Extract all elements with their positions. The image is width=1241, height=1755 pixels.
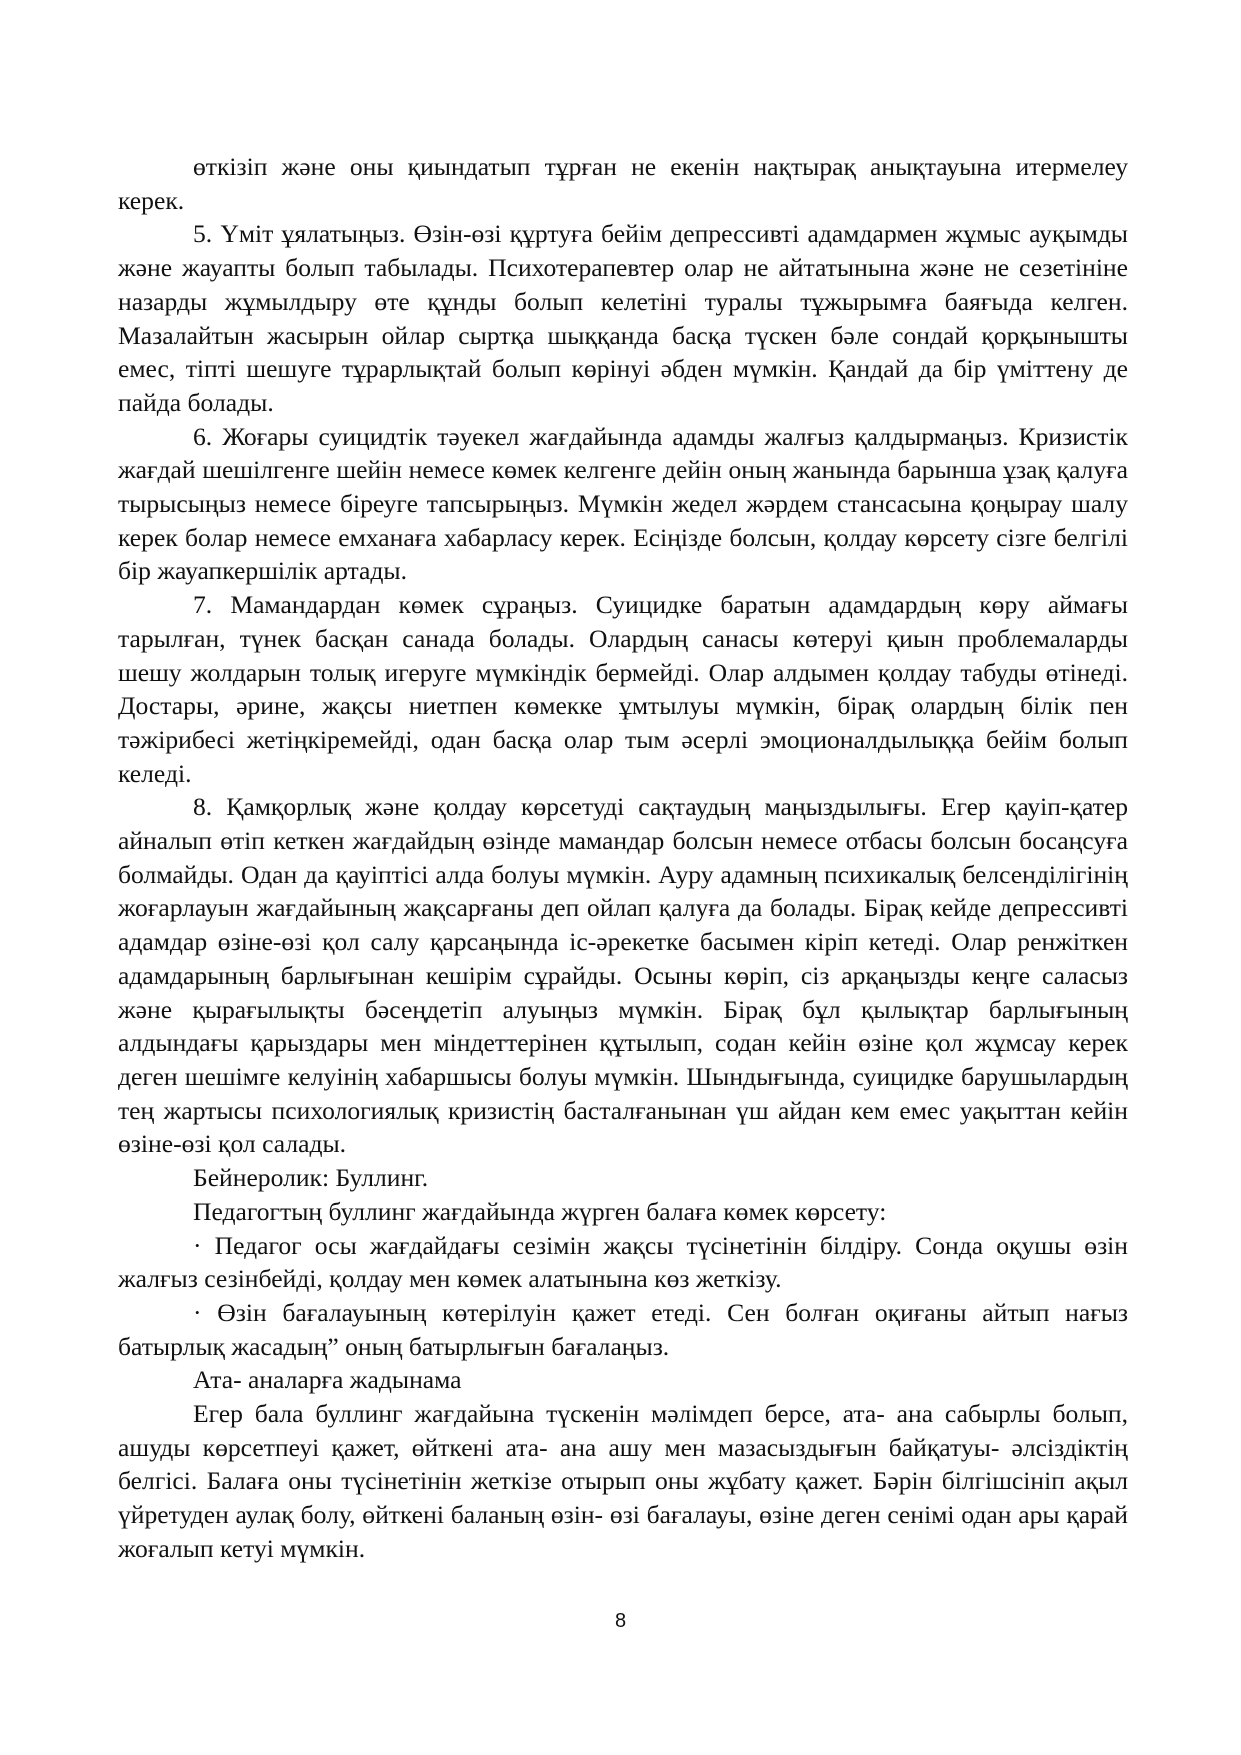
paragraph-item-5: 5. Үміт ұялатыңыз. Өзін-өзі құртуға бейім депрессивті адамдармен жұмыс ауқымды және жауапты болып табылады. Психотерапевтер олар не айтатынына және не сезетініне назарды жұмылдыру өте құнды болып келетіні туралы тұжырымға баяғыда келген. Мазалайтын жасырын ойлар сыртқа шыққанда басқа түскен бәле сондай қорқынышты емес, тіпті шешуге тұрарлықтай болып көрінуі әбден мүмкін. Қандай да бір үміттену де пайда болады. <box>118 219 1128 417</box>
paragraph-teacher-help-heading: Педагогтың буллинг жағдайында жүрген балаға көмек көрсету: <box>193 1196 887 1226</box>
paragraph-item-6: 6. Жоғары суицидтік тәуекел жағдайында адамды жалғыз қалдырмаңыз. Кризистік жағдай шешілгенге шейін немесе көмек келгенге дейін оның жанында барынша ұзақ қалуға тырысыңыз немесе біреуге тапсырыңыз. Мүмкін жедел жәрдем стансасына қоңырау шалу керек болар немесе емханаға хабарласу керек. Есіңізде болсын, қолдау көрсету сізге белгілі бір жауапкершілік артады. <box>118 421 1128 586</box>
paragraph-parents-memo-heading: Ата- аналарға жадынама <box>193 1365 462 1395</box>
paragraph-continuation: өткізіп және оны қиындатып тұрған не екенін нақтырақ анықтауына итермелеу керек. <box>118 152 1128 215</box>
paragraph-video-title: Бейнеролик: Буллинг. <box>193 1163 429 1193</box>
document-body <box>118 150 1128 1566</box>
page-number: 8 <box>614 1610 627 1632</box>
bullet-item-2: · Өзін бағалауының көтерілуін қажет етеді. Сен болған оқиғаны айтып нағыз батырлық жасадың” оның батырлығын бағалаңыз. <box>118 1297 1128 1361</box>
bullet-item-1: · Педагог осы жағдайдағы сезімін жақсы түсінетінін білдіру. Сонда оқушы өзін жалғыз сезінбейді, қолдау мен көмек алатынына көз жеткізу. <box>118 1230 1128 1294</box>
paragraph-parents-memo: Егер бала буллинг жағдайына түскенін мәлімдеп берсе, ата- ана сабырлы болып, ашуды көрсетпеуі қажет, өйткені ата- ана ашу мен мазасыздығын байқатуы- әлсіздіктің белгісі. Балаға оны түсінетінін жеткізе отырып оны жұбату қажет. Бәрін білгішсініп ақыл үйретуден аулақ болу, өйткені баланың өзін- өзі бағалауы, өзіне деген сенімі одан ары қарай жоғалып кетуі мүмкін. <box>118 1399 1128 1563</box>
paragraph-item-7: 7. Мамандардан көмек сұраңыз. Суицидке баратын адамдардың көру аймағы тарылған, түнек басқан санада болады. Олардың санасы көтеруі қиын проблемаларды шешу жолдарын толық игеруге мүмкіндік бермейді. Олар алдымен қолдау табуды өтінеді. Достары, әрине, жақсы ниетпен көмекке ұмтылуы мүмкін, бірақ олардың білік пен тәжірибесі жетіңкіремейді, одан басқа олар тым әсерлі эмоционалдылыққа бейім болып келеді. <box>118 590 1128 788</box>
paragraph-item-8: 8. Қамқорлық және қолдау көрсетуді сақтаудың маңыздылығы. Егер қауіп-қатер айналып өтіп кеткен жағдайдың өзінде мамандар болсын немесе отбасы болсын босаңсуға болмайды. Одан да қауіптісі алда болуы мүмкін. Ауру адамның психикалық белсенділігінің жоғарлауын жағдайының жақсарғаны деп ойлап қалуға да болады. Бірақ кейде депрессивті адамдар өзіне-өзі қол салу қарсаңында іс-әрекетке басымен кіріп кетеді. Олар ренжіткен адамдарының барлығынан кешірім сұрайды. Осыны көріп, сіз арқаңызды кеңге саласыз және қырағылықты бәсеңдетіп алуыңыз мүмкін. Бірақ бұл қылықтар барлығының алдындағы қарыздары мен міндеттерінен құтылып, содан кейін өзіне қол жұмсау керек деген шешімге келуінің хабаршысы болуы мүмкін. Шындығында, суицидке барушылардың тең жартысы психологиялық кризистің басталғанынан үш айдан кем емес уақыттан кейін өзіне-өзі қол салады. <box>118 792 1128 1159</box>
